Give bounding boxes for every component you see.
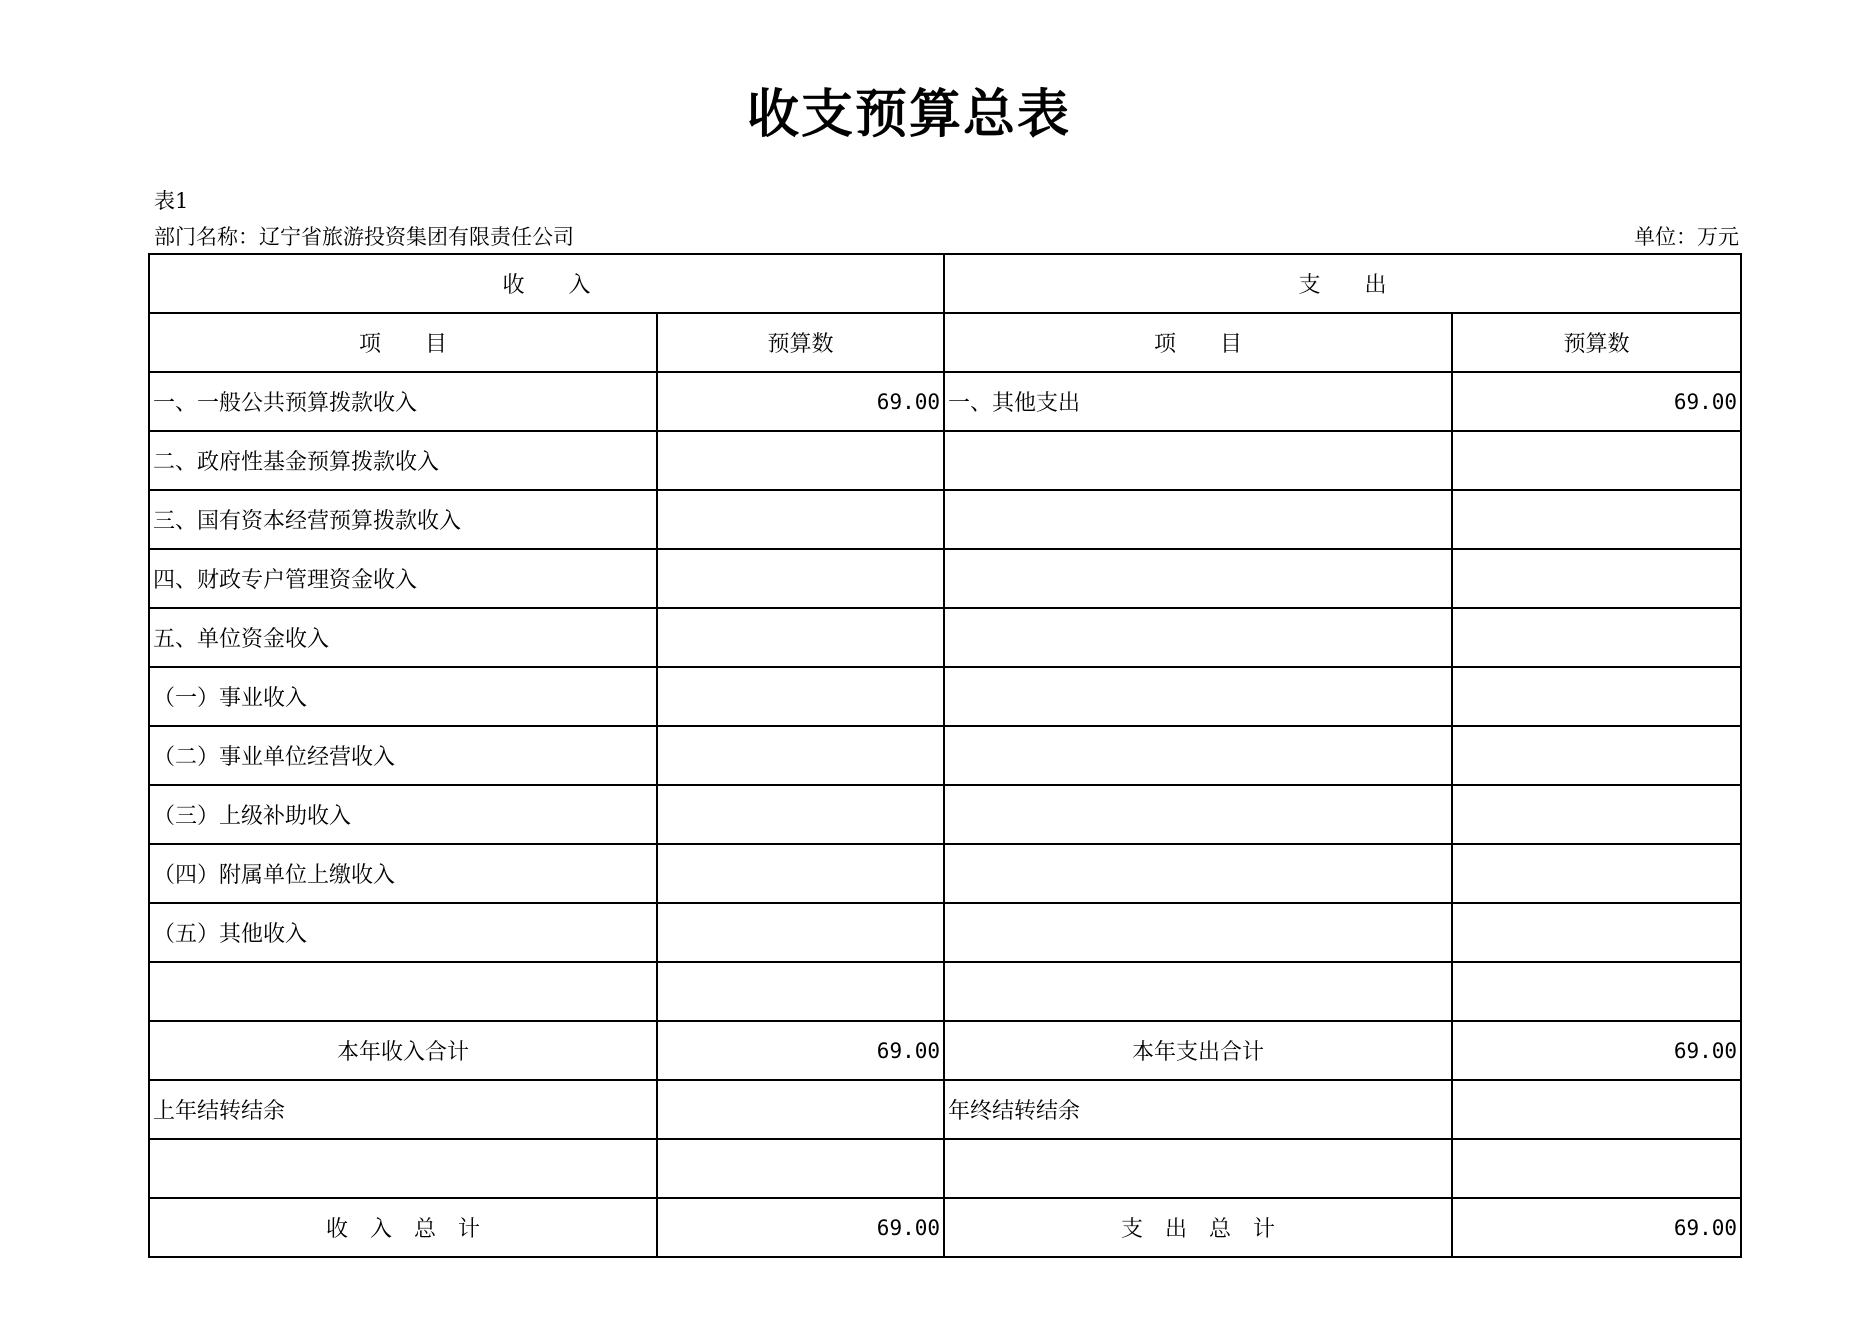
expense-item-cell: 一、其他支出: [944, 372, 1452, 431]
income-amount-cell: [657, 785, 944, 844]
expense-item-cell: [944, 785, 1452, 844]
income-section-header: 收 入: [149, 254, 944, 313]
expense-amount-cell: [1452, 903, 1741, 962]
expense-item-cell: [944, 844, 1452, 903]
income-grand-total-amount: 69.00: [657, 1198, 944, 1257]
income-amount-cell: [657, 903, 944, 962]
expense-item-cell: [944, 667, 1452, 726]
income-item-cell: （二）事业单位经营收入: [149, 726, 657, 785]
department-name: 部门名称：辽宁省旅游投资集团有限责任公司: [154, 225, 574, 249]
expense-item-cell: [944, 726, 1452, 785]
income-amount-cell: [657, 549, 944, 608]
income-item-cell: （一）事业收入: [149, 667, 657, 726]
carryover-row: [149, 1080, 1741, 1139]
table-row: [149, 431, 1741, 490]
expense-grand-total-label: 支 出 总 计: [944, 1198, 1452, 1257]
grand-total-row: [149, 1198, 1741, 1257]
blank-cell: [1452, 1139, 1741, 1198]
expense-item-cell: [944, 431, 1452, 490]
expense-item-cell: [944, 549, 1452, 608]
income-item-cell: 三、国有资本经营预算拨款收入: [149, 490, 657, 549]
table-row: [149, 608, 1741, 667]
expense-budget-header: 预算数: [1452, 313, 1741, 372]
year-end-carryover-amount: [1452, 1080, 1741, 1139]
expense-amount-cell: [1452, 785, 1741, 844]
income-item-cell: （五）其他收入: [149, 903, 657, 962]
expense-item-cell: [944, 490, 1452, 549]
table-row: [149, 785, 1741, 844]
section-header-row: [149, 254, 1741, 313]
expense-item-cell: [944, 962, 1452, 1021]
income-amount-cell: [657, 431, 944, 490]
table-row: [149, 667, 1741, 726]
expense-amount-cell: 69.00: [1452, 372, 1741, 431]
income-item-cell: 二、政府性基金预算拨款收入: [149, 431, 657, 490]
expense-amount-cell: [1452, 431, 1741, 490]
expense-section-header: 支 出: [944, 254, 1741, 313]
table-row: [149, 962, 1741, 1021]
income-amount-cell: [657, 726, 944, 785]
prior-year-carryover-label: 上年结转结余: [149, 1080, 657, 1139]
expense-amount-cell: [1452, 726, 1741, 785]
blank-row: [149, 1139, 1741, 1198]
year-end-carryover-label: 年终结转结余: [944, 1080, 1452, 1139]
table-row: [149, 903, 1741, 962]
expense-amount-cell: [1452, 962, 1741, 1021]
column-header-row: [149, 313, 1741, 372]
expense-item-header: 项 目: [944, 313, 1452, 372]
table-row: [149, 490, 1741, 549]
expense-amount-cell: [1452, 490, 1741, 549]
income-item-cell: 四、财政专户管理资金收入: [149, 549, 657, 608]
year-expense-total-label: 本年支出合计: [944, 1021, 1452, 1080]
expense-amount-cell: [1452, 667, 1741, 726]
prior-year-carryover-amount: [657, 1080, 944, 1139]
expense-amount-cell: [1452, 608, 1741, 667]
table-row: [149, 372, 1741, 431]
table-row: [149, 549, 1741, 608]
unit-label: 单位：万元: [1634, 225, 1739, 249]
income-amount-cell: [657, 962, 944, 1021]
income-amount-cell: [657, 608, 944, 667]
year-expense-total-amount: 69.00: [1452, 1021, 1741, 1080]
year-income-total-label: 本年收入合计: [149, 1021, 657, 1080]
table-number: 表1: [154, 189, 189, 213]
income-amount-cell: [657, 490, 944, 549]
expense-grand-total-amount: 69.00: [1452, 1198, 1741, 1257]
year-income-total-amount: 69.00: [657, 1021, 944, 1080]
expense-item-cell: [944, 608, 1452, 667]
blank-cell: [149, 1139, 657, 1198]
expense-amount-cell: [1452, 844, 1741, 903]
blank-cell: [944, 1139, 1452, 1198]
expense-item-cell: [944, 903, 1452, 962]
blank-cell: [657, 1139, 944, 1198]
income-item-header: 项 目: [149, 313, 657, 372]
income-grand-total-label: 收 入 总 计: [149, 1198, 657, 1257]
income-item-cell: （三）上级补助收入: [149, 785, 657, 844]
income-item-cell: 五、单位资金收入: [149, 608, 657, 667]
year-total-row: [149, 1021, 1741, 1080]
table-row: [149, 726, 1741, 785]
page-title: 收支预算总表: [746, 85, 1071, 145]
income-amount-cell: 69.00: [657, 372, 944, 431]
expense-amount-cell: [1452, 549, 1741, 608]
income-amount-cell: [657, 844, 944, 903]
income-item-cell: [149, 962, 657, 1021]
income-amount-cell: [657, 667, 944, 726]
budget-table: [148, 253, 1742, 1258]
income-item-cell: 一、一般公共预算拨款收入: [149, 372, 657, 431]
income-budget-header: 预算数: [657, 313, 944, 372]
table-row: [149, 844, 1741, 903]
income-item-cell: （四）附属单位上缴收入: [149, 844, 657, 903]
